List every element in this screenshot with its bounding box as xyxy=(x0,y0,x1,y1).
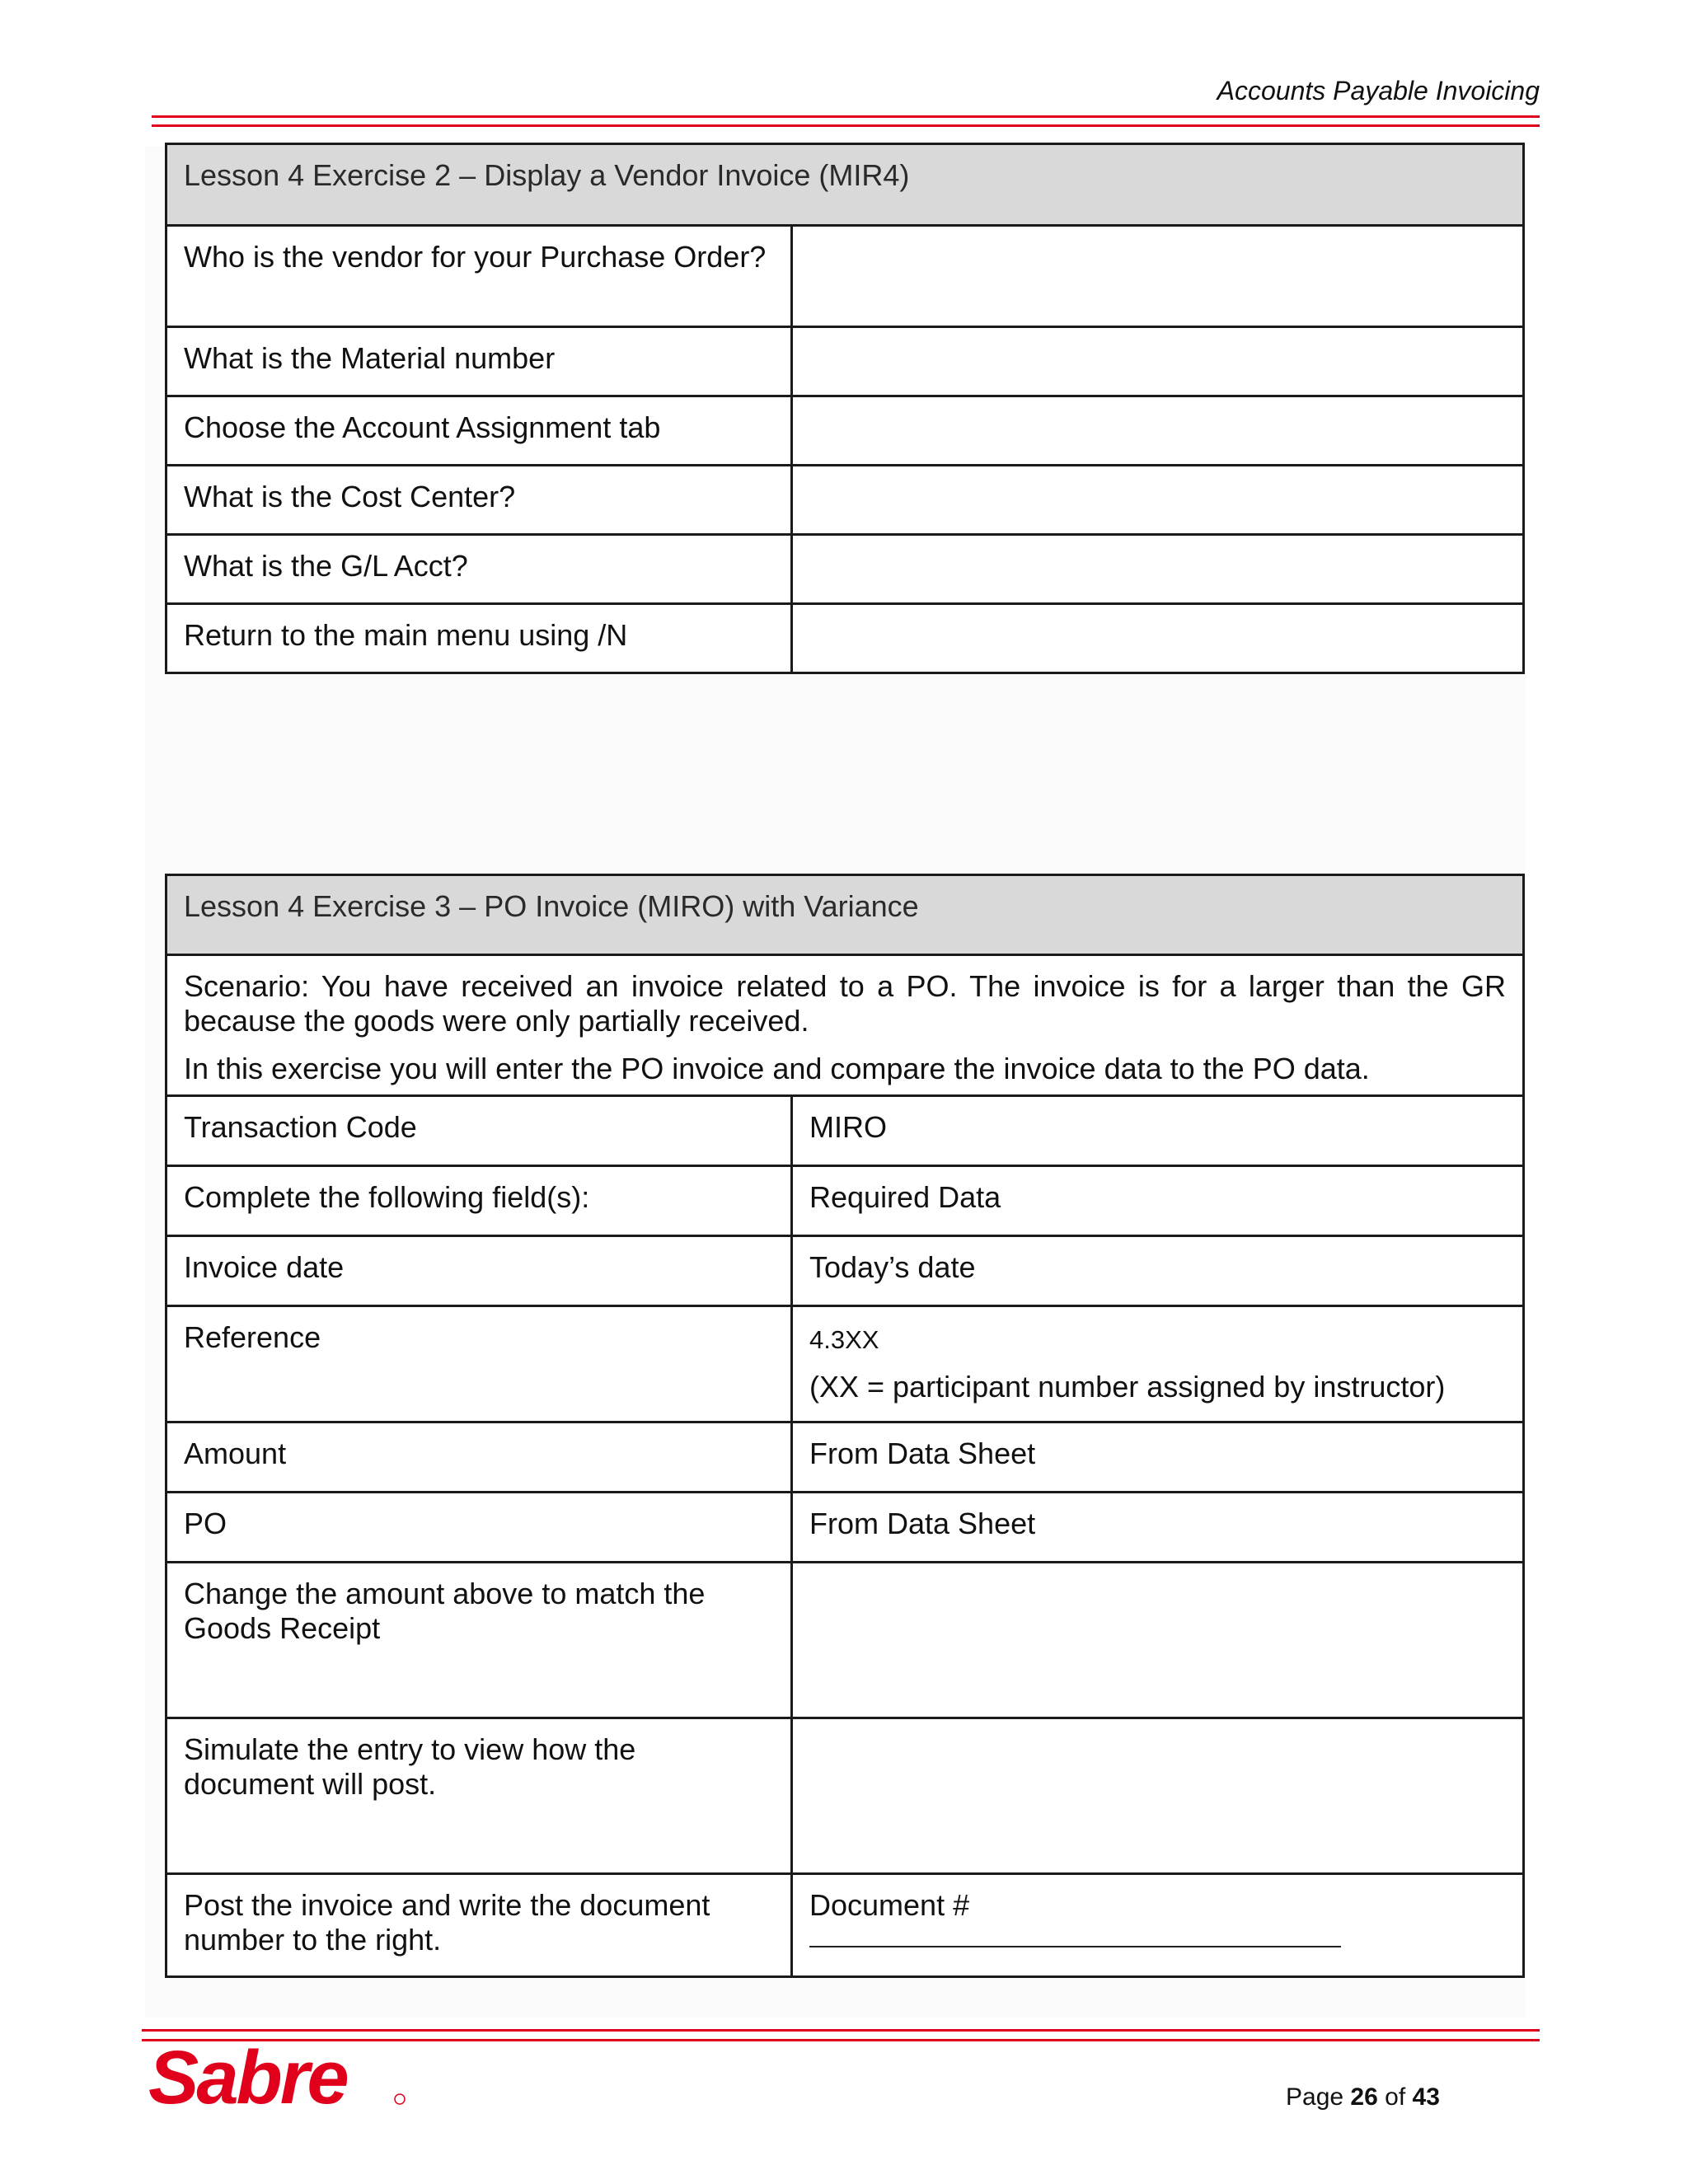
answer-cell xyxy=(792,466,1524,535)
table-row xyxy=(166,1874,1524,1977)
field-cell: Transaction Code xyxy=(166,1096,792,1166)
scenario-row xyxy=(166,955,1524,1096)
footer-rule-top xyxy=(142,2029,1540,2032)
value-cell xyxy=(792,1563,1524,1718)
reference-note: (XX = participant number assigned by instructor) xyxy=(809,1370,1446,1404)
running-header: Accounts Payable Invoicing xyxy=(1217,76,1540,105)
field-cell: Change the amount above to match the Goods Receipt xyxy=(166,1563,792,1718)
header-rule-bottom xyxy=(152,124,1540,127)
table-row xyxy=(166,1236,1524,1306)
field-cell: Complete the following field(s): xyxy=(166,1166,792,1236)
question-cell: What is the Material number xyxy=(166,327,792,396)
exercise-2-title-row xyxy=(166,144,1524,226)
scenario-cell xyxy=(166,955,1524,1096)
value-cell xyxy=(792,1306,1524,1422)
sabre-logo xyxy=(148,2041,412,2107)
document-number-label: Document # xyxy=(809,1888,970,1922)
answer-cell xyxy=(792,226,1524,327)
table-row xyxy=(166,226,1524,327)
sabre-logo-text: Sabre xyxy=(148,2041,347,2107)
exercise-3-table xyxy=(165,874,1525,1978)
value-cell xyxy=(792,1874,1524,1977)
answer-cell xyxy=(792,396,1524,466)
table-row xyxy=(166,535,1524,604)
question-cell: Choose the Account Assignment tab xyxy=(166,396,792,466)
value-cell: Required Data xyxy=(792,1166,1524,1236)
table-row xyxy=(166,1306,1524,1422)
table-row xyxy=(166,1563,1524,1718)
instructions-text: In this exercise you will enter the PO invoice and compare the invoice data to the PO data. xyxy=(184,1052,1370,1085)
answer-cell xyxy=(792,327,1524,396)
table-row xyxy=(166,466,1524,535)
field-cell: Invoice date xyxy=(166,1236,792,1306)
table-row xyxy=(166,396,1524,466)
field-cell: Post the invoice and write the document number to the right. xyxy=(166,1874,792,1977)
table-row xyxy=(166,1422,1524,1493)
exercise-2-title: Lesson 4 Exercise 2 – Display a Vendor Invoice (MIR4) xyxy=(166,144,1524,226)
scenario-text: Scenario: You have received an invoice related to a PO. The invoice is for a larger than the GR because the goods were only partially received. xyxy=(184,969,1506,1038)
table-row xyxy=(166,1493,1524,1563)
field-cell: PO xyxy=(166,1493,792,1563)
field-cell: Amount xyxy=(166,1422,792,1493)
question-cell: What is the Cost Center? xyxy=(166,466,792,535)
value-cell: Today’s date xyxy=(792,1236,1524,1306)
exercise-3-title-row xyxy=(166,875,1524,955)
page-current: 26 xyxy=(1350,2083,1378,2111)
table-row xyxy=(166,1718,1524,1874)
table-row xyxy=(166,1166,1524,1236)
value-cell: From Data Sheet xyxy=(792,1422,1524,1493)
exercise-2-table xyxy=(165,143,1525,674)
table-row xyxy=(166,1096,1524,1166)
answer-cell xyxy=(792,604,1524,673)
question-cell: Who is the vendor for your Purchase Order? xyxy=(166,226,792,327)
question-cell: Return to the main menu using /N xyxy=(166,604,792,673)
answer-cell xyxy=(792,535,1524,604)
question-cell: What is the G/L Acct? xyxy=(166,535,792,604)
value-cell xyxy=(792,1718,1524,1874)
value-cell: MIRO xyxy=(792,1096,1524,1166)
exercise-3-title: Lesson 4 Exercise 3 – PO Invoice (MIRO) with Variance xyxy=(166,875,1524,955)
document-number-blank xyxy=(809,1923,1341,1947)
page-total: 43 xyxy=(1412,2083,1440,2111)
header-rule-top xyxy=(152,115,1540,118)
field-cell: Reference xyxy=(166,1306,792,1422)
table-row xyxy=(166,604,1524,673)
table-row xyxy=(166,327,1524,396)
reference-value: 4.3XX xyxy=(809,1325,879,1354)
page-number: Page 26 of 43 xyxy=(1286,2083,1440,2111)
field-cell: Simulate the entry to view how the document will post. xyxy=(166,1718,792,1874)
value-cell: From Data Sheet xyxy=(792,1493,1524,1563)
